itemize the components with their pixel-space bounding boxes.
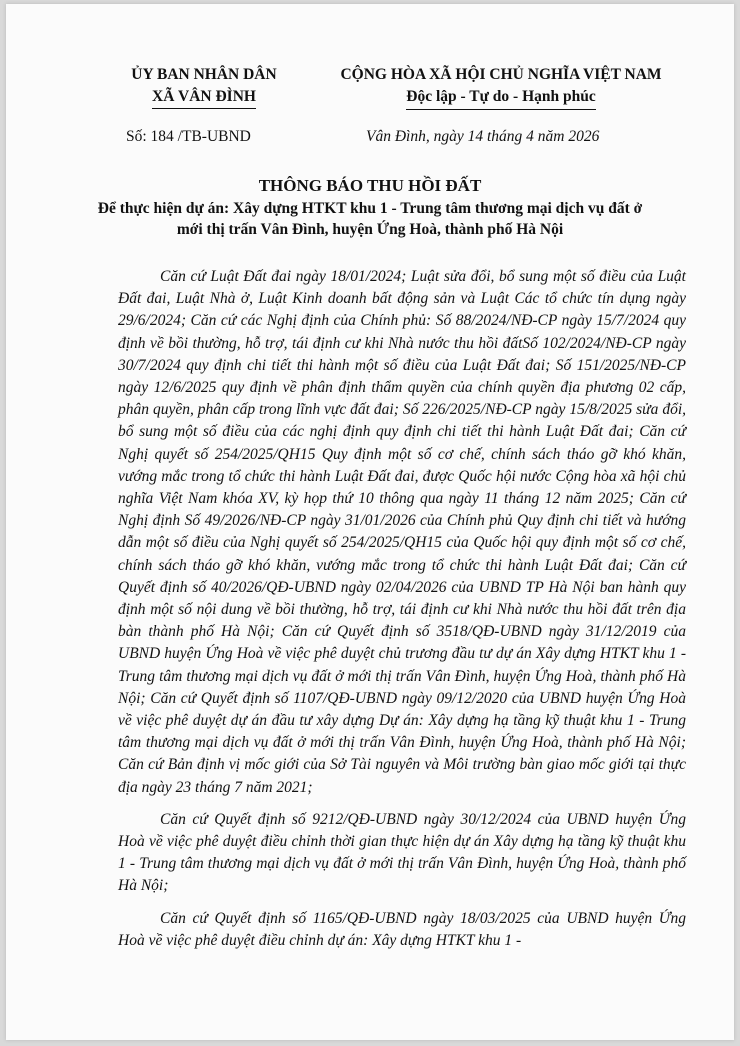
document-title: THÔNG BÁO THU HỒI ĐẤT [258, 176, 482, 195]
document-header [6, 64, 734, 184]
paragraph-decision-1165: Căn cứ Quyết định số 1165/QĐ-UBND ngày 18/03/2025 của UBND huyện Ứng Hoà về việc phê duyệt điều chỉnh dự án: Xây dựng HTKT khu 1 - [118, 909, 686, 949]
paragraph-legal-basis: Căn cứ Luật Đất đai ngày 18/01/2024; Luật sửa đổi, bổ sung một số điều của Luật Đất đai, Luật Nhà ở, Luật Kinh doanh bất động sản và Luật Các tổ chức tín dụng ngày 29/6/2024; Căn cứ các Nghị định của Chính phủ: Số 88/2024/NĐ-CP ngày 15/7/2024 quy định về bồi thường, hỗ trợ, tái định cư khi Nhà nước thu hồi đấtSố 102/2024/NĐ-CP ngày 30/7/2024 quy định chi tiết thi hành một số điều của Luật Đất đai; Số 151/2025/NĐ-CP ngày 12/6/2025 quy định về phân định thẩm quyền của chính quyền địa phương 02 cấp, phân quyền, phân cấp trong lĩnh vực đất đai; Số 226/2025/NĐ-CP ngày 15/8/2025 sửa đổi, bổ sung một số điều của các nghị định quy định chi tiết thi hành Luật Đất đai; Căn cứ Nghị quyết số 254/2025/QH15 Quy định một số cơ chế, chính sách tháo gỡ khó khăn, vướng mắc trong tổ chức thi hành Luật Đất đai, được Quốc hội nước Cộng hòa xã hội chủ nghĩa Việt Nam khóa XV, kỳ họp thứ 10 thông qua ngày 11 tháng 12 năm 2025; Căn cứ Nghị định Số 49/2026/NĐ-CP ngày 31/01/2026 của Chính phủ Quy định chi tiết và hướng dẫn một số điều của Nghị quyết số 254/2025/QH15 của Quốc hội quy định một số cơ chế, chính sách tháo gỡ khó khăn, vướng mắc trong tổ chức thi hành Luật Đất đai; Căn cứ Quyết định số 40/2026/QĐ-UBND ngày 02/04/2026 của UBND TP Hà Nội ban hành quy định một số nội dung về bồi thường, hỗ trợ, tái định cư khi Nhà nước thu hồi đất trên địa bàn thành phố Hà Nội; Căn cứ Quyết định số 3518/QĐ-UBND ngày 31/12/2019 của UBND huyện Ứng Hoà về việc phê duyệt chủ trương đầu tư dự án Xây dựng HTKT khu 1 - Trung tâm thương mại dịch vụ đất ở mới thị trấn Vân Đình, huyện Ứng Hoà, thành phố Hà Nội; Căn cứ Quyết định số 1107/QĐ-UBND ngày 09/12/2020 của UBND huyện Ứng Hoà về việc phê duyệt dự án đầu tư xây dựng Dự án: Xây dựng hạ tầng kỹ thuật khu 1 - Trung tâm thương mại dịch vụ đất ở mới thị trấn Vân Đình, huyện Ứng Hoà, thành phố Hà Nội; Căn cứ Bản định vị mốc giới của Sở Tài nguyên và Môi trường bàn giao mốc giới tại thực địa ngày 23 tháng 7 năm 2021; [118, 268, 686, 796]
issuing-authority [104, 64, 304, 109]
motto-wrap [306, 86, 696, 110]
authority-unit-wrap [104, 86, 304, 109]
document-title-block [6, 174, 734, 240]
document-number: Số: 184 /TB-UBND [126, 128, 251, 145]
document-page [6, 4, 734, 1040]
place-and-date: Vân Đình, ngày 14 tháng 4 năm 2026 [366, 128, 600, 145]
document-body [118, 266, 686, 952]
subtitle-text: Để thực hiện dự án: Xây dựng HTKT khu 1 - Trung tâm thương mại dịch vụ đất ở mới thị trấn Vân Đình, huyện Ứng Hoà, thành phố Hà Nội [97, 200, 643, 238]
national-motto [306, 64, 696, 110]
authority-unit: XÃ VÂN ĐÌNH [152, 86, 256, 109]
authority-name: ỦY BAN NHÂN DÂN [131, 66, 277, 83]
paragraph-decision-9212: Căn cứ Quyết định số 9212/QĐ-UBND ngày 30/12/2024 của UBND huyện Ứng Hoà về việc phê duyệt điều chỉnh thời gian thực hiện dự án Xây dựng hạ tầng kỹ thuật khu 1 - Trung tâm thương mại dịch vụ đất ở mới thị trấn Vân Đình, huyện Ứng Hoà, thành phố Hà Nội; [118, 810, 686, 895]
document-subtitle [90, 198, 650, 240]
nation-name: CỘNG HÒA XÃ HỘI CHỦ NGHĨA VIỆT NAM [340, 66, 662, 83]
motto: Độc lập - Tự do - Hạnh phúc [406, 86, 595, 110]
